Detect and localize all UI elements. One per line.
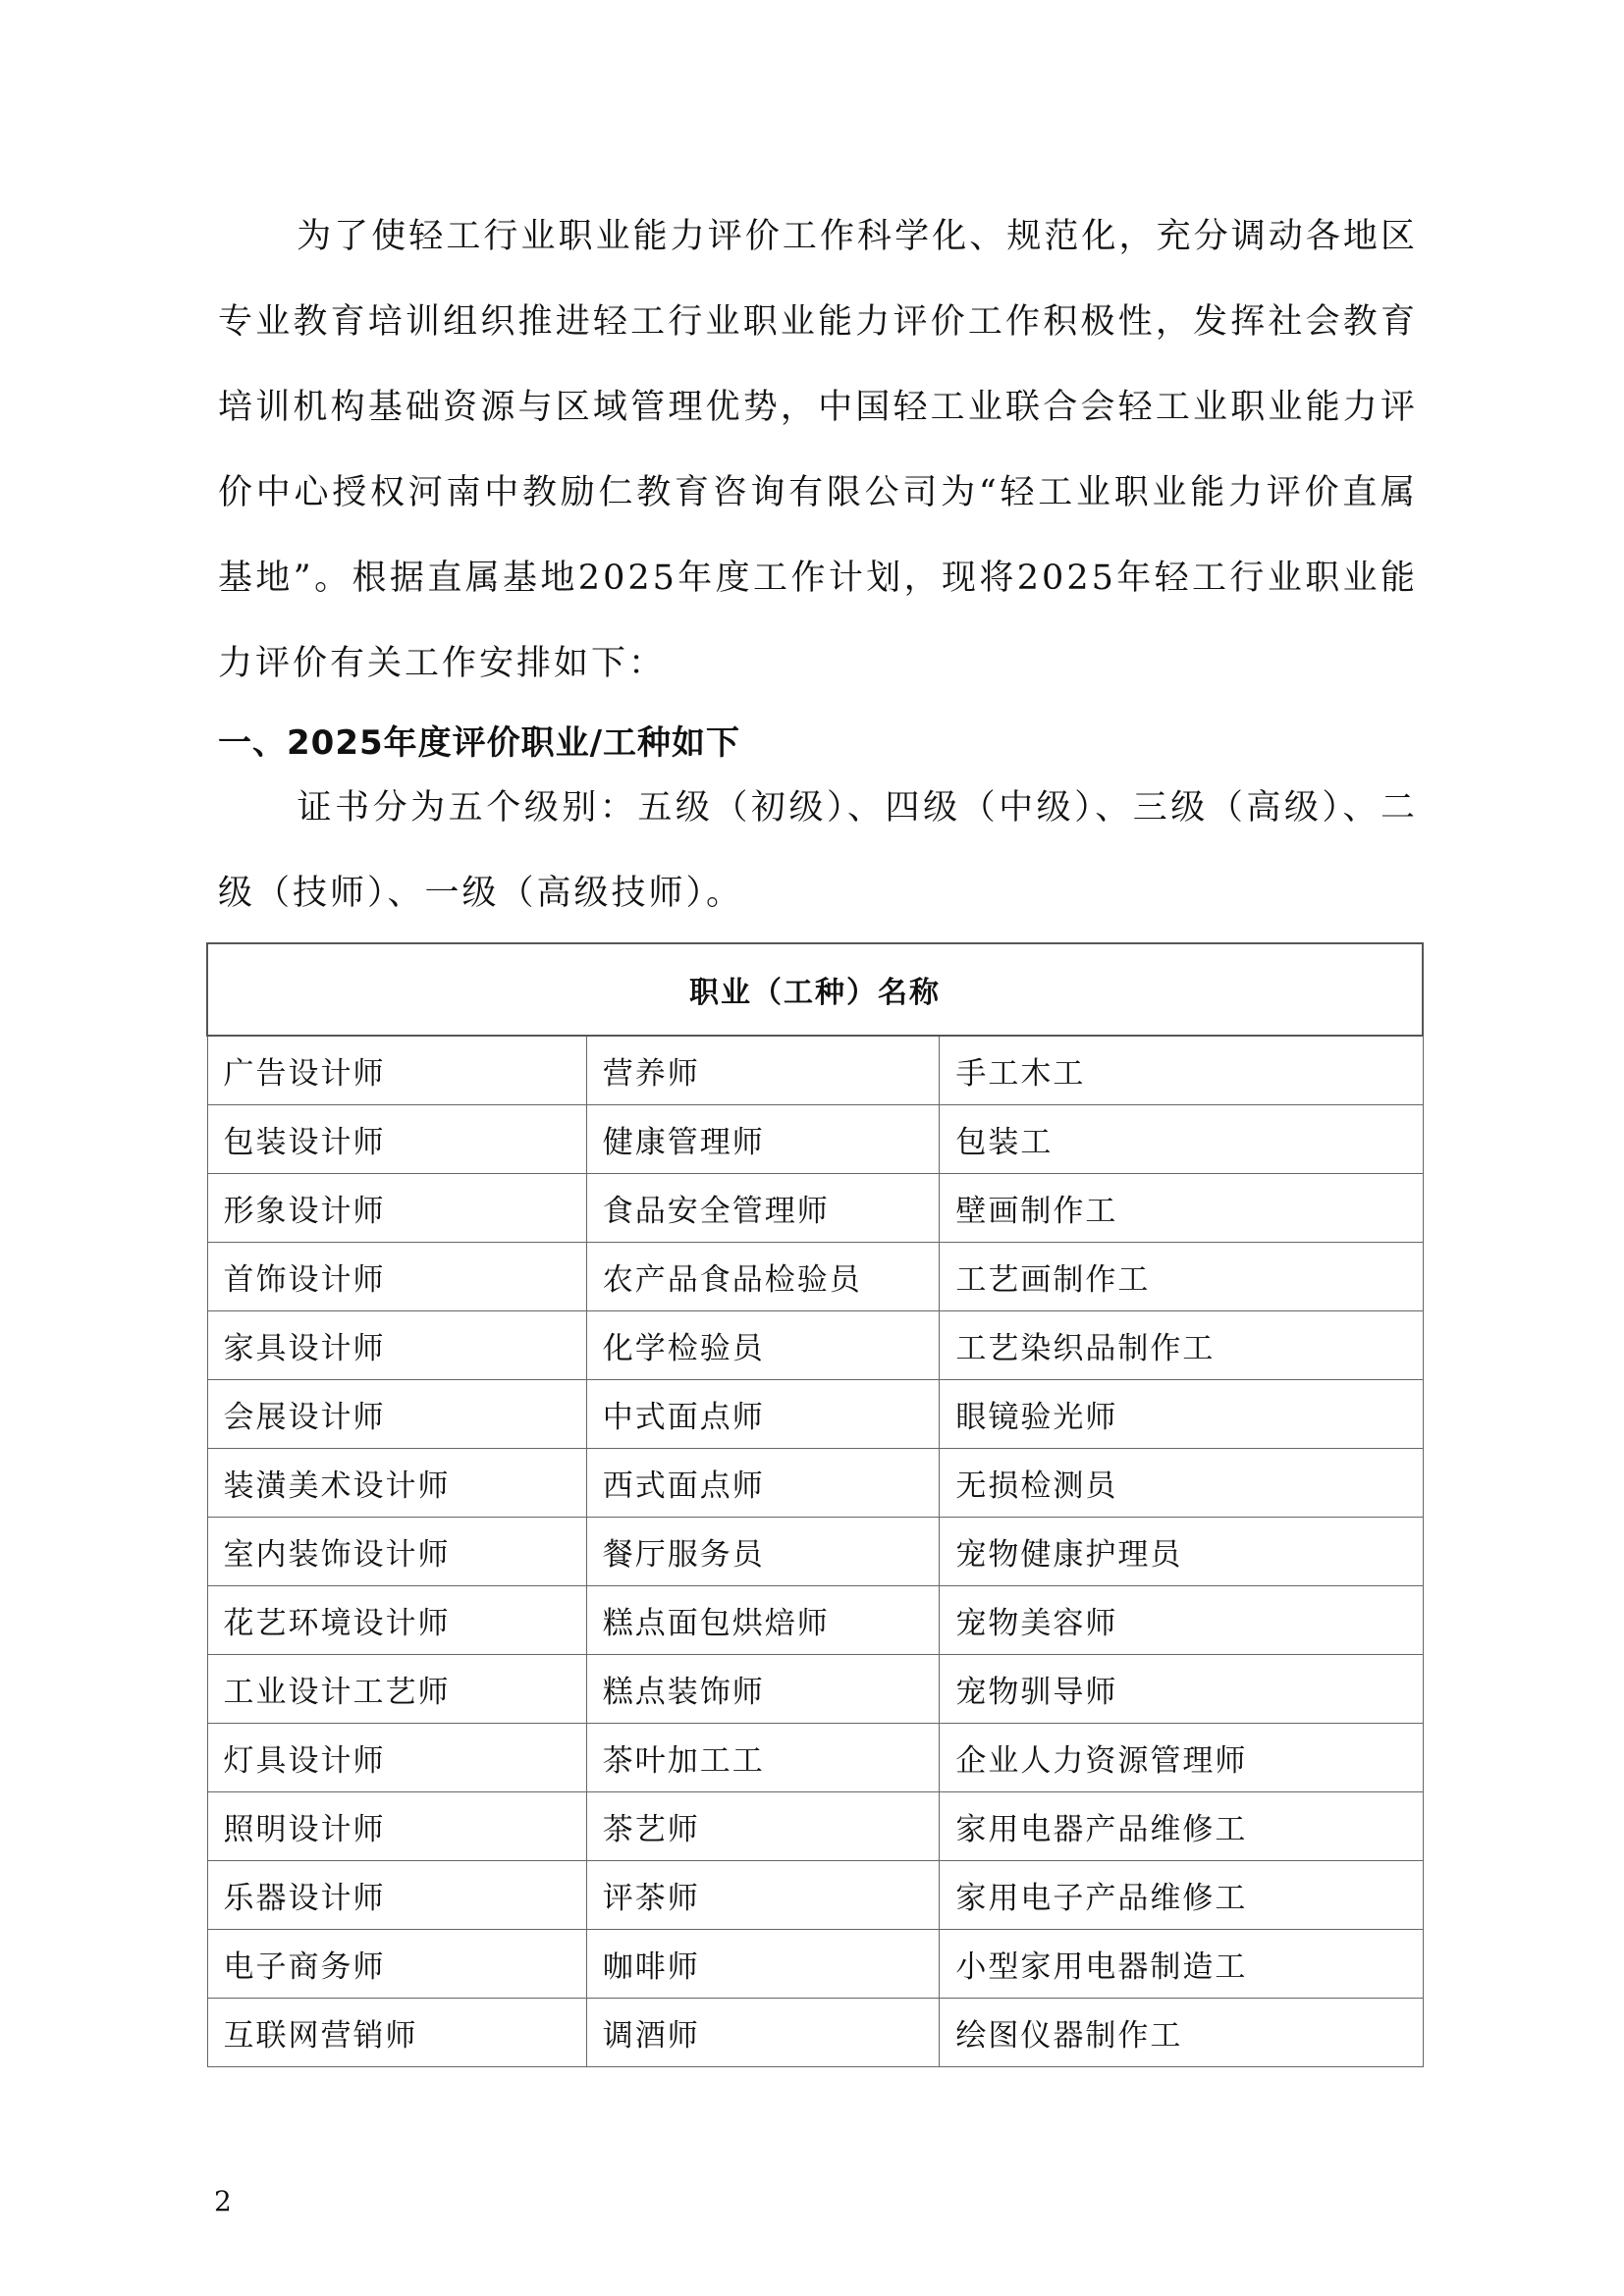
table-cell: 花艺环境设计师 — [207, 1586, 586, 1655]
table-cell: 餐厅服务员 — [586, 1518, 940, 1586]
table-cell: 乐器设计师 — [207, 1861, 586, 1930]
table-body — [207, 1036, 1423, 2067]
intro-paragraph — [218, 194, 1418, 707]
table-row — [207, 1311, 1423, 1380]
levels-paragraph — [218, 766, 1418, 936]
table-cell: 工艺染织品制作工 — [940, 1311, 1423, 1380]
table-cell: 广告设计师 — [207, 1036, 586, 1105]
table-cell: 包装设计师 — [207, 1105, 586, 1174]
table-cell: 装潢美术设计师 — [207, 1449, 586, 1518]
table-cell: 家用电器产品维修工 — [940, 1792, 1423, 1861]
table-cell: 农产品食品检验员 — [586, 1243, 940, 1311]
table-cell: 健康管理师 — [586, 1105, 940, 1174]
table-cell: 企业人力资源管理师 — [940, 1724, 1423, 1792]
table-cell: 咖啡师 — [586, 1930, 940, 1999]
table-cell: 灯具设计师 — [207, 1724, 586, 1792]
table-row — [207, 1518, 1423, 1586]
table-cell: 宠物美容师 — [940, 1586, 1423, 1655]
table-cell: 工艺画制作工 — [940, 1243, 1423, 1311]
table-cell: 小型家用电器制造工 — [940, 1930, 1423, 1999]
table-cell: 评茶师 — [586, 1861, 940, 1930]
table-header: 职业（工种）名称 — [207, 943, 1423, 1036]
table-row — [207, 1449, 1423, 1518]
table-row — [207, 1930, 1423, 1999]
table-cell: 无损检测员 — [940, 1449, 1423, 1518]
table-cell: 宠物健康护理员 — [940, 1518, 1423, 1586]
table-row — [207, 1792, 1423, 1861]
table-row — [207, 1861, 1423, 1930]
table-row — [207, 1724, 1423, 1792]
table-cell: 中式面点师 — [586, 1380, 940, 1449]
intro-text: 为了使轻工行业职业能力评价工作科学化、规范化，充分调动各地区专业教育培训组织推进轻工行业职业能力评价工作积极性，发挥社会教育培训机构基础资源与区域管理优势，中国轻工业联合会轻工业职业能力评价中心授权河南中教励仁教育咨询有限公司为“轻工业职业能力评价直属基地”。根据直属基地2025年度工作计划，现将2025年轻工行业职业能力评价有关工作安排如下： — [218, 217, 1418, 683]
table-cell: 糕点面包烘焙师 — [586, 1586, 940, 1655]
table-cell: 手工木工 — [940, 1036, 1423, 1105]
table-cell: 食品安全管理师 — [586, 1174, 940, 1243]
table-row — [207, 1655, 1423, 1724]
table-cell: 糕点装饰师 — [586, 1655, 940, 1724]
table-cell: 互联网营销师 — [207, 1999, 586, 2067]
table-header-row — [207, 943, 1423, 1036]
levels-text: 证书分为五个级别：五级（初级）、四级（中级）、三级（高级）、二级（技师）、一级（高级技师）。 — [218, 788, 1418, 913]
table-cell: 工业设计工艺师 — [207, 1655, 586, 1724]
table-cell: 壁画制作工 — [940, 1174, 1423, 1243]
occupation-table — [206, 942, 1424, 2067]
table-cell: 室内装饰设计师 — [207, 1518, 586, 1586]
page-number: 2 — [214, 2185, 232, 2217]
table-cell: 家用电子产品维修工 — [940, 1861, 1423, 1930]
table-row — [207, 1174, 1423, 1243]
table-cell: 家具设计师 — [207, 1311, 586, 1380]
table-row — [207, 1105, 1423, 1174]
table-row — [207, 1380, 1423, 1449]
table-row — [207, 1586, 1423, 1655]
table-row — [207, 1243, 1423, 1311]
table-cell: 茶叶加工工 — [586, 1724, 940, 1792]
table-cell: 电子商务师 — [207, 1930, 586, 1999]
table-cell: 照明设计师 — [207, 1792, 586, 1861]
table-cell: 调酒师 — [586, 1999, 940, 2067]
table-cell: 化学检验员 — [586, 1311, 940, 1380]
table-cell: 宠物驯导师 — [940, 1655, 1423, 1724]
table-cell: 包装工 — [940, 1105, 1423, 1174]
table-cell: 首饰设计师 — [207, 1243, 586, 1311]
table-cell: 会展设计师 — [207, 1380, 586, 1449]
table-row — [207, 1999, 1423, 2067]
table-row — [207, 1036, 1423, 1105]
table-cell: 西式面点师 — [586, 1449, 940, 1518]
table-cell: 茶艺师 — [586, 1792, 940, 1861]
table-cell: 绘图仪器制作工 — [940, 1999, 1423, 2067]
section-heading: 一、2025年度评价职业/工种如下 — [218, 723, 741, 763]
table-cell: 眼镜验光师 — [940, 1380, 1423, 1449]
table-cell: 营养师 — [586, 1036, 940, 1105]
table-cell: 形象设计师 — [207, 1174, 586, 1243]
